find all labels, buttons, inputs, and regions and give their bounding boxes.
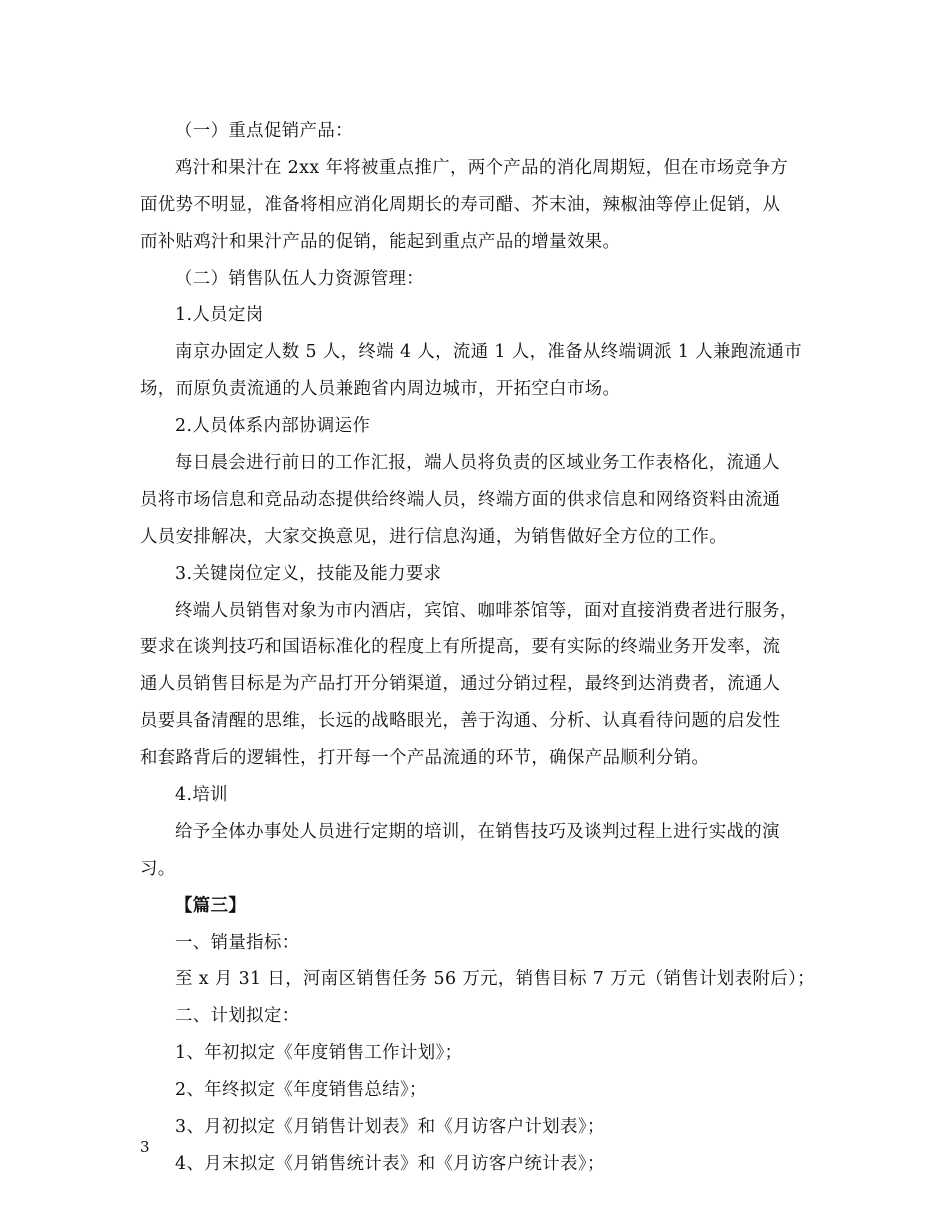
text-line: 3.关键岗位定义，技能及能力要求	[175, 563, 442, 584]
text-line: 2.人员体系内部协调运作	[175, 416, 371, 437]
text-line: 面优势不明显，准备将相应消化周期长的寿司醋、芥末油，辣椒油等停止促销，从	[140, 194, 781, 215]
page-number: 3	[140, 1138, 150, 1156]
text-line: 要求在谈判技巧和国语标准化的程度上有所提高，要有实际的终端业务开发率，流	[140, 637, 781, 658]
text-line: 场，而原负责流通的人员兼跑省内周边城市，开拓空白市场。	[140, 379, 621, 400]
text-line: 2、年终拟定《年度销售总结》；	[175, 1080, 427, 1101]
text-line: 南京办固定人数 5 人，终端 4 人，流通 1 人，准备从终端调派 1 人兼跑流通市	[175, 342, 803, 363]
text-line: 4.培训	[175, 785, 228, 806]
text-line: 员要具备清醒的思维，长远的战略眼光，善于沟通、分析、认真看待问题的启发性	[140, 711, 781, 732]
text-line: 而补贴鸡汁和果汁产品的促销，能起到重点产品的增量效果。	[140, 231, 621, 252]
text-line: 习。	[140, 858, 176, 879]
text-line: 鸡汁和果汁在 2xx 年将被重点推广，两个产品的消化周期短，但在市场竞争方	[175, 157, 789, 178]
text-line: 3、月初拟定《月销售计划表》和《月访客户计划表》；	[175, 1117, 605, 1138]
text-line: 4、月末拟定《月销售统计表》和《月访客户统计表》；	[175, 1153, 605, 1174]
text-line: 1、年初拟定《年度销售工作计划》；	[175, 1043, 463, 1064]
text-line: 人员安排解决，大家交换意见，进行信息沟通，为销售做好全方位的工作。	[140, 526, 728, 547]
text-line: 员将市场信息和竞品动态提供给终端人员，终端方面的供求信息和网络资料由流通	[140, 489, 781, 510]
text-line: （一）重点促销产品：	[175, 121, 353, 141]
text-line: 二、计划拟定：	[175, 1006, 300, 1027]
document-body	[140, 113, 816, 1183]
text-line: 每日晨会进行前日的工作汇报，端人员将负责的区域业务工作表格化，流通人	[175, 453, 780, 474]
text-line: 一、销量指标：	[175, 932, 300, 953]
text-line: 和套路背后的逻辑性，打开每一个产品流通的环节，确保产品顺利分销。	[140, 748, 710, 769]
text-line: 终端人员销售对象为市内酒店，宾馆、咖啡茶馆等，面对直接消费者进行服务，	[175, 600, 798, 621]
text-line: 至 x 月 31 日，河南区销售任务 56 万元，销售目标 7 万元（销售计划表附后）；	[175, 969, 815, 990]
text-line: 1.人员定岗	[175, 305, 264, 326]
section-heading: 【篇三】	[175, 895, 247, 916]
text-line: 给予全体办事处人员进行定期的培训，在销售技巧及谈判过程上进行实战的演	[175, 821, 780, 842]
text-line: 通人员销售目标是为产品打开分销渠道，通过分销过程，最终到达消费者，流通人	[140, 674, 781, 695]
text-line: （二）销售队伍人力资源管理：	[175, 268, 425, 289]
